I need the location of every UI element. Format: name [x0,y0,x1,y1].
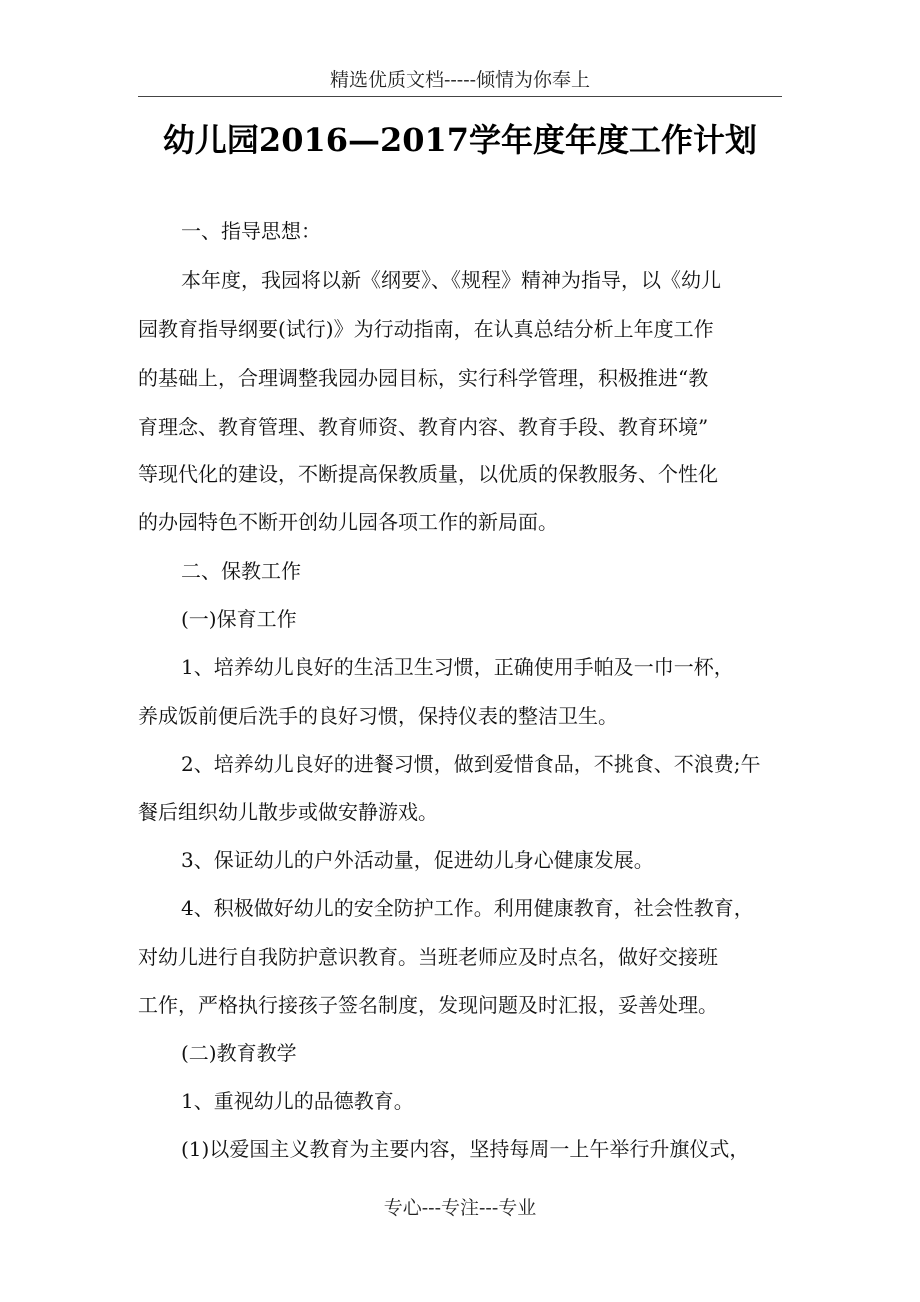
page-footer: 专心---专注---专业 [383,1197,537,1219]
subsection-heading-teaching: (二)教育教学 [181,1041,297,1065]
paragraph-line: 4、积极做好幼儿的安全防护工作。利用健康教育，社会性教育， [181,896,754,920]
paragraph-line: 餐后组织幼儿散步或做安静游戏。 [138,800,438,824]
paragraph-line: 2、培养幼儿良好的进餐习惯，做到爱惜食品，不挑食、不浪费;午 [181,752,761,776]
paragraph-line: 1、培养幼儿良好的生活卫生习惯，正确使用手帕及一巾一杯， [181,655,734,679]
paragraph-line: 的办园特色不断开创幼儿园各项工作的新局面。 [138,510,558,534]
paragraph-line: 对幼儿进行自我防护意识教育。当班老师应及时点名，做好交接班 [138,945,718,969]
subsection-heading-childcare: (一)保育工作 [181,607,297,631]
paragraph-line: 本年度，我园将以新《纲要》、《规程》精神为指导，以《幼儿 [181,268,721,292]
paragraph-line: 1、重视幼儿的品德教育。 [181,1089,414,1113]
document-title: 幼儿园2016—2017学年度年度工作计划 [162,121,758,159]
paragraph-line: (1)以爱国主义教育为主要内容，坚持每周一上午举行升旗仪式， [181,1137,750,1161]
paragraph-line: 育理念、教育管理、教育师资、教育内容、教育手段、教育环境” [138,415,709,439]
page-header: 精选优质文档-----倾情为你奉上 [329,69,591,91]
section-heading-care-education: 二、保教工作 [181,559,301,583]
paragraph-line: 养成饭前便后洗手的良好习惯，保持仪表的整洁卫生。 [138,704,618,728]
header-divider [138,96,782,97]
paragraph-line: 园教育指导纲要(试行)》为行动指南，在认真总结分析上年度工作 [138,317,714,341]
paragraph-line: 工作，严格执行接孩子签名制度，发现问题及时汇报，妥善处理。 [138,993,718,1017]
paragraph-line: 等现代化的建设，不断提高保教质量，以优质的保教服务、个性化 [138,462,718,486]
paragraph-line: 3、保证幼儿的户外活动量，促进幼儿身心健康发展。 [181,848,654,872]
section-heading-guiding-ideology: 一、指导思想： [181,219,321,243]
paragraph-line: 的基础上，合理调整我园办园目标，实行科学管理，积极推进“教 [138,366,709,390]
